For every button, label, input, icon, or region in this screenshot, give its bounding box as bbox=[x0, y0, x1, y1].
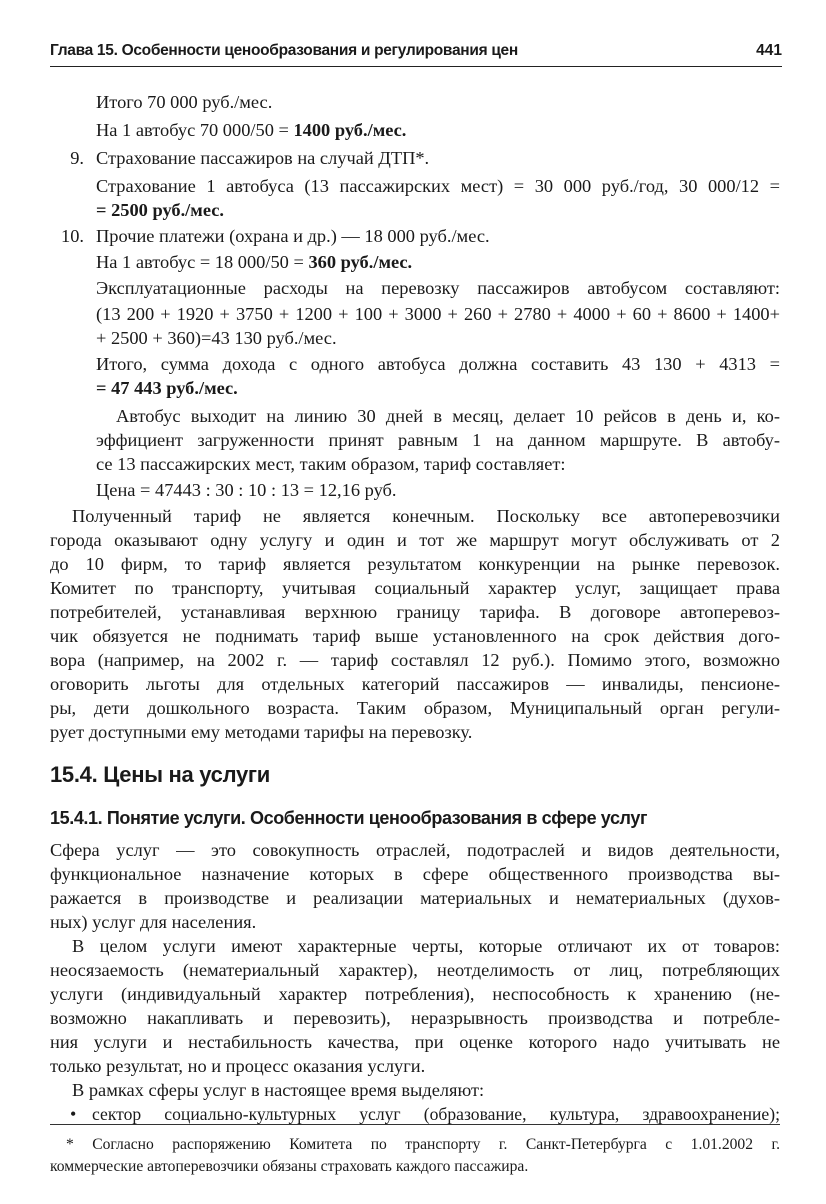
section-heading: 15.4. Цены на услуги bbox=[50, 762, 270, 787]
calc-line: Прочие платежи (охрана и др.) — 18 000 руб./мес. bbox=[96, 226, 490, 246]
text-line: рует доступными ему методами тарифы на перевозку. bbox=[50, 722, 473, 742]
footnote-divider bbox=[50, 1124, 780, 1125]
text-line: ных) услуг для населения. bbox=[50, 912, 257, 932]
running-header bbox=[50, 38, 782, 67]
calc-line: Страхование пассажиров на случай ДТП*. bbox=[96, 148, 430, 168]
calc-result: 360 руб./мес. bbox=[308, 252, 413, 272]
text-line: до 10 фирм, то тариф является результатом конкуренции на рынке перевозок. bbox=[50, 554, 780, 574]
calc-line: (13 200 + 1920 + 3750 + 1200 + 100 + 3000 + 260 + 2780 + 4000 + 60 + 8600 + 1400+ bbox=[96, 304, 780, 324]
text-line: чик обязуется не поднимать тариф выше установленного на срок действия дого- bbox=[50, 626, 780, 646]
page-number: 441 bbox=[756, 42, 782, 59]
calc-result bbox=[96, 376, 238, 400]
text-line: ния услуги и нестабильность качества, при оценке которого надо учитывать не bbox=[50, 1032, 780, 1052]
text-line: ры, дети дошкольного возраста. Таким образом, Муниципальный орган регули- bbox=[50, 698, 780, 718]
bullet-icon: • bbox=[70, 1104, 77, 1124]
footnote-line: * Согласно распоряжению Комитета по транспорту г. Санкт-Петербурга с 1.01.2002 г. bbox=[66, 1136, 780, 1153]
text-line: неосязаемость (нематериальный характер), неотделимость от лиц, потребляющих bbox=[50, 960, 780, 980]
calc-line: Автобус выходит на линию 30 дней в месяц, делает 10 рейсов в день и, ко- bbox=[116, 406, 780, 426]
calc-line: Эксплуатационные расходы на перевозку пассажиров автобусом составляют: bbox=[96, 278, 780, 298]
text-line: В рамках сферы услуг в настоящее время выделяют: bbox=[72, 1080, 485, 1100]
calc-result bbox=[96, 198, 224, 222]
text-line: Сфера услуг — это совокупность отраслей, подотраслей и видов деятельности, bbox=[50, 840, 780, 860]
calc-line: Итого 70 000 руб./мес. bbox=[96, 92, 273, 112]
list-number: 9. bbox=[70, 148, 84, 168]
calc-line: + 2500 + 360)=43 130 руб./мес. bbox=[96, 328, 337, 348]
chapter-title: Глава 15. Особенности ценообразования и регулирования цен bbox=[50, 42, 518, 59]
footnote-line: коммерческие автоперевозчики обязаны страховать каждого пассажира. bbox=[50, 1158, 529, 1175]
calc-line: Итого, сумма дохода с одного автобуса должна составить 43 130 + 4313 = bbox=[96, 354, 780, 374]
list-number: 10. bbox=[61, 226, 84, 246]
text-line: ражается в производстве и реализации материальных и нематериальных (духов- bbox=[50, 888, 780, 908]
calc-result: 1400 руб./мес. bbox=[293, 120, 407, 140]
text-line: оговорить льготы для отдельных категорий пассажиров — инвалиды, пенсионе- bbox=[50, 674, 780, 694]
text-line: вора (например, на 2002 г. — тариф составлял 12 руб.). Помимо этого, возможно bbox=[50, 650, 780, 670]
calc-text: На 1 автобус = 18 000/50 = bbox=[96, 252, 309, 272]
text-line: города оказывают одну услугу и один и тот же маршрут могут обслуживать от 2 bbox=[50, 530, 780, 550]
calc-line: Цена = 47443 : 30 : 10 : 13 = 12,16 руб. bbox=[96, 480, 397, 500]
calc-line bbox=[96, 118, 406, 142]
calc-text: На 1 автобус 70 000/50 = bbox=[96, 120, 294, 140]
calc-line: се 13 пассажирских мест, таким образом, тариф составляет: bbox=[96, 454, 566, 474]
calc-line bbox=[96, 250, 412, 274]
text-line: только результат, но и процесс оказания услуги. bbox=[50, 1056, 426, 1076]
calc-result-text: = 47 443 руб./мес. bbox=[96, 378, 238, 398]
text-line: Комитет по транспорту, учитывая социальный характер услуг, защищает права bbox=[50, 578, 780, 598]
subsection-heading: 15.4.1. Понятие услуги. Особенности ценообразования в сфере услуг bbox=[50, 808, 648, 828]
calc-line: Страхование 1 автобуса (13 пассажирских мест) = 30 000 руб./год, 30 000/12 = bbox=[96, 176, 780, 196]
calc-line: эффициент загруженности принят равным 1 на данном маршруте. В автобу- bbox=[96, 430, 780, 450]
calc-result-text: = 2500 руб./мес. bbox=[96, 200, 224, 220]
bullet-item: сектор социально-культурных услуг (образование, культура, здравоохранение); bbox=[92, 1104, 780, 1124]
text-line: В целом услуги имеют характерные черты, которые отличают их от товаров: bbox=[72, 936, 780, 956]
text-line: потребителей, устанавливая верхнюю границу тарифа. В договоре автоперевоз- bbox=[50, 602, 780, 622]
text-line: функциональное назначение которых в сфере общественного производства вы- bbox=[50, 864, 780, 884]
text-line: Полученный тариф не является конечным. Поскольку все автоперевозчики bbox=[72, 506, 780, 526]
text-line: возможно накапливать и перевозить), неразрывность производства и потребле- bbox=[50, 1008, 780, 1028]
text-line: услуги (индивидуальный характер потребления), неспособность к хранению (не- bbox=[50, 984, 780, 1004]
